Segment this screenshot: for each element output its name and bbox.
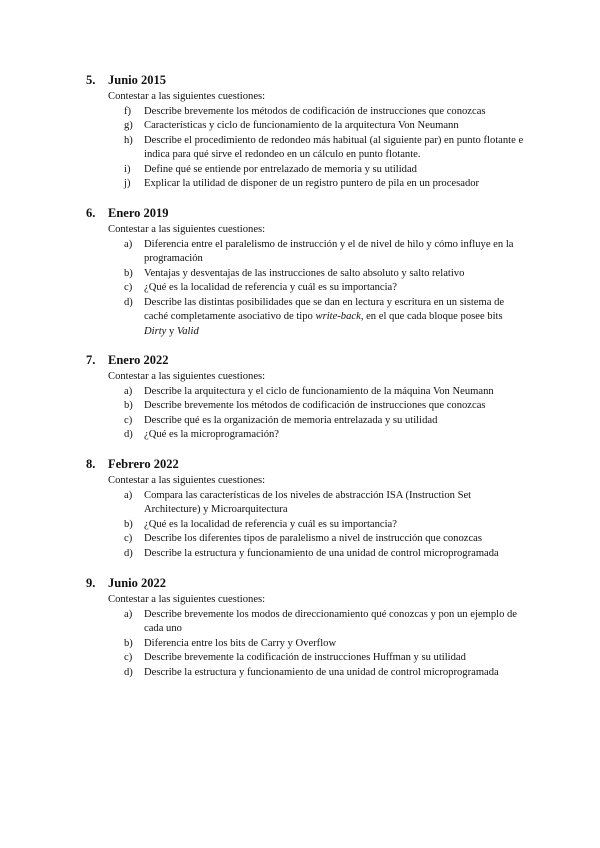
- question-text: Describe la arquitectura y el ciclo de funcionamiento de la máquina Von Neumann: [144, 385, 494, 397]
- question-item: [86, 134, 526, 163]
- question-label: c): [124, 282, 133, 294]
- section-title-text: Junio 2022: [108, 576, 167, 590]
- exam-section-enero-2019: [86, 205, 526, 340]
- section-number: 7.: [86, 353, 96, 367]
- exam-section-febrero-2022: [86, 456, 526, 561]
- section-number: 9.: [86, 576, 96, 590]
- question-text: Diferencia entre el paralelismo de instrucción y el de nivel de hilo y cómo influye en la programación: [144, 238, 514, 265]
- question-text-part: Describe las distintas posibilidades que se dan en lectura y escritura en un sistema de caché completamente asociativo de tipo: [144, 296, 505, 323]
- section-intro: Contestar a las siguientes cuestiones:: [108, 224, 266, 235]
- question-label: i): [124, 163, 131, 175]
- question-label: f): [124, 105, 132, 117]
- question-label: a): [124, 608, 133, 620]
- exam-section-enero-2022: [86, 352, 526, 443]
- question-text: Compara las características de los niveles de abstracción ISA (Instruction Set Architecture) y Microarquitectura: [144, 489, 472, 516]
- question-text: Describe los diferentes tipos de paralelismo a nivel de instrucción que conozcas: [144, 533, 483, 545]
- question-text: Diferencia entre los bits de Carry y Overflow: [144, 637, 337, 649]
- question-label: b): [124, 400, 133, 412]
- question-item: [86, 296, 526, 340]
- section-intro: Contestar a las siguientes cuestiones:: [108, 371, 266, 382]
- question-text-part: , en el que cada bloque posee bits: [360, 311, 503, 323]
- section-title-text: Febrero 2022: [108, 457, 179, 471]
- question-text: ¿Qué es la localidad de referencia y cuál es su importancia?: [144, 282, 397, 294]
- section-title: [86, 575, 526, 591]
- question-label: h): [124, 134, 133, 146]
- question-item: [86, 489, 526, 518]
- section-title: [86, 456, 526, 472]
- question-list: [86, 238, 526, 340]
- question-item: [86, 267, 526, 282]
- question-label: d): [124, 666, 133, 678]
- question-label: b): [124, 637, 133, 649]
- question-text: Explicar la utilidad de disponer de un registro puntero de pila en un procesador: [144, 178, 480, 190]
- question-text: Describe brevemente los modos de direccionamiento qué conozcas y pon un ejemplo de cada uno: [144, 608, 518, 635]
- question-label: a): [124, 385, 133, 397]
- question-text: Describe el procedimiento de redondeo más habitual (al siguiente par) en punto flotante e indica para qué sirve el redondeo en un cálculo en punto flotante.: [144, 134, 524, 161]
- italic-term-write-back: write-back: [315, 311, 361, 323]
- question-item: [86, 414, 526, 429]
- section-title-text: Enero 2022: [108, 353, 169, 367]
- section-number: 8.: [86, 457, 96, 471]
- question-text: Ventajas y desventajas de las instrucciones de salto absoluto y salto relativo: [144, 267, 465, 279]
- question-text-part: y: [166, 326, 177, 338]
- question-item: [86, 238, 526, 267]
- question-item: [86, 518, 526, 533]
- exam-section-junio-2022: [86, 575, 526, 680]
- section-intro: Contestar a las siguientes cuestiones:: [108, 475, 266, 486]
- question-item: [86, 399, 526, 414]
- question-text: ¿Qué es la microprogramación?: [144, 429, 280, 441]
- question-text: Describe brevemente la codificación de instrucciones Huffman y su utilidad: [144, 652, 466, 664]
- question-label: c): [124, 414, 133, 426]
- exam-section-junio-2015: [86, 72, 526, 192]
- section-intro: Contestar a las siguientes cuestiones:: [108, 91, 266, 102]
- question-item: [86, 637, 526, 652]
- question-item: [86, 608, 526, 637]
- question-list: [86, 608, 526, 681]
- italic-term-valid: Valid: [176, 326, 199, 338]
- section-title: [86, 352, 526, 368]
- question-item: [86, 281, 526, 296]
- question-label: j): [124, 178, 131, 190]
- question-list: [86, 105, 526, 193]
- question-text: Define qué se entiende por entrelazado de memoria y su utilidad: [144, 163, 417, 175]
- question-label: d): [124, 429, 133, 441]
- question-list: [86, 385, 526, 443]
- question-label: c): [124, 533, 133, 545]
- question-item: [86, 651, 526, 666]
- question-text: Describe qué es la organización de memoria entrelazada y su utilidad: [144, 414, 438, 426]
- question-label: d): [124, 296, 133, 308]
- question-text: Características y ciclo de funcionamiento de la arquitectura Von Neumann: [144, 120, 459, 132]
- question-item: [86, 177, 526, 192]
- section-number: 6.: [86, 206, 96, 220]
- question-text: Describe brevemente los métodos de codificación de instrucciones que conozcas: [144, 105, 486, 117]
- italic-term-dirty: Dirty: [144, 326, 167, 338]
- question-text: Describe la estructura y funcionamiento de una unidad de control microprogramada: [144, 547, 499, 559]
- question-label: g): [124, 120, 133, 132]
- question-item: [86, 163, 526, 178]
- question-item: [86, 532, 526, 547]
- section-title-text: Enero 2019: [108, 206, 169, 220]
- section-intro: Contestar a las siguientes cuestiones:: [108, 594, 266, 605]
- question-item: [86, 105, 526, 120]
- question-text: [144, 297, 504, 337]
- question-label: d): [124, 547, 133, 559]
- question-item: [86, 666, 526, 681]
- question-text: Describe brevemente los métodos de codificación de instrucciones que conozcas: [144, 400, 486, 412]
- section-title: [86, 205, 526, 221]
- question-item: [86, 547, 526, 562]
- question-text: ¿Qué es la localidad de referencia y cuál es su importancia?: [144, 518, 397, 530]
- question-label: a): [124, 489, 133, 501]
- question-list: [86, 489, 526, 562]
- section-number: 5.: [86, 73, 96, 87]
- question-item: [86, 385, 526, 400]
- question-text: Describe la estructura y funcionamiento de una unidad de control microprogramada: [144, 666, 499, 678]
- question-label: b): [124, 518, 133, 530]
- section-title: [86, 72, 526, 88]
- question-label: a): [124, 238, 133, 250]
- question-item: [86, 428, 526, 443]
- question-item: [86, 119, 526, 134]
- section-title-text: Junio 2015: [108, 73, 167, 87]
- question-label: c): [124, 652, 133, 664]
- question-label: b): [124, 267, 133, 279]
